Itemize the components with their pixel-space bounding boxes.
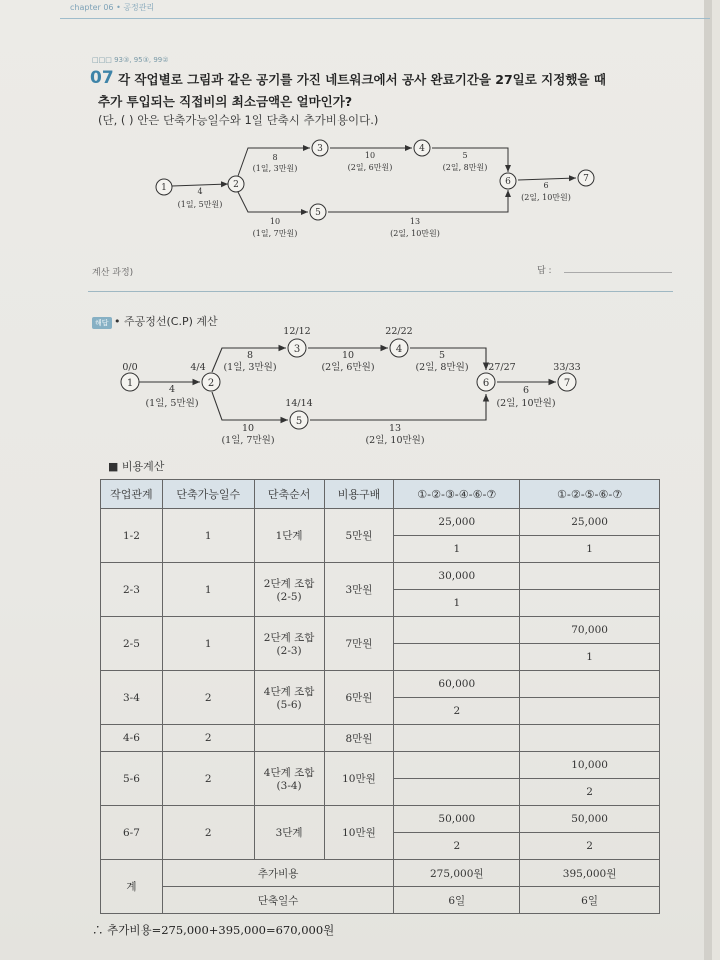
cp-edge-4-6-note: (2일, 8만원) <box>415 362 469 373</box>
time-n6: 27/27 <box>488 362 516 373</box>
cp-edge-1-2-note: (1일, 5만원) <box>145 398 199 409</box>
calc-label: 계산 과정) <box>92 268 134 278</box>
edge-6-7-note: (2일, 10만원) <box>521 193 571 202</box>
cell-days: 2 <box>162 671 254 725</box>
edge-2-3-duration: 8 <box>272 153 278 162</box>
cp-node-5-label: 5 <box>295 416 303 427</box>
cell-slope: 7만원 <box>324 617 394 671</box>
cell-path-b-cost <box>520 671 660 698</box>
cell-path-b-cost <box>520 725 660 752</box>
total-row-days <box>101 887 660 914</box>
cell-days-b: 6일 <box>520 887 660 914</box>
cell-order <box>254 563 324 617</box>
cell-path-a-days <box>394 644 520 671</box>
cp-edge-2-3-note: (1일, 3만원) <box>223 362 277 373</box>
total-row-cost <box>101 860 660 887</box>
cost-title: ■ 비용계산 <box>108 460 165 473</box>
cp-edge-2-3-duration: 8 <box>246 350 254 361</box>
cp-node-2-label: 2 <box>207 378 215 389</box>
node-6-label: 6 <box>505 177 511 187</box>
cp-edge-2-5 <box>212 392 288 420</box>
header-work: 작업관계 <box>101 480 163 509</box>
section-divider <box>88 291 673 292</box>
cp-node-6-label: 6 <box>482 378 490 389</box>
cell-slope: 10만원 <box>324 806 394 860</box>
cp-edge-4-6-duration: 5 <box>438 350 446 361</box>
cell-work: 3-4 <box>101 671 163 725</box>
header-slope: 비용구배 <box>324 480 394 509</box>
cost-table <box>100 479 660 914</box>
cell-slope: 3만원 <box>324 563 394 617</box>
cell-extra-b: 395,000원 <box>520 860 660 887</box>
cell-extra-a: 275,000원 <box>394 860 520 887</box>
table-row <box>101 671 660 698</box>
cell-path-b-cost: 25,000 <box>520 509 660 536</box>
question-number: 07 <box>90 68 114 88</box>
order-sub: (5-6) <box>276 699 302 711</box>
cell-work: 6-7 <box>101 806 163 860</box>
cell-extra-cost-label: 추가비용 <box>162 860 394 887</box>
cell-order: 3단계 <box>254 806 324 860</box>
order-text: 1단계 <box>275 530 303 542</box>
cp-edge-1-2-duration: 4 <box>168 384 176 395</box>
table-row <box>101 725 660 752</box>
cell-path-a-cost <box>394 725 520 752</box>
order-text: 2단계 조합 <box>263 578 315 590</box>
cp-node-7-label: 7 <box>563 378 571 389</box>
time-n7: 33/33 <box>553 362 581 373</box>
edge-3-4-note: (2일, 6만원) <box>347 163 393 172</box>
cp-title: • 주공정선(C.P) 계산 <box>114 315 218 328</box>
cell-slope: 8만원 <box>324 725 394 752</box>
edge-5-6 <box>328 190 508 212</box>
cell-path-a-days: 1 <box>394 590 520 617</box>
edge-2-5-duration: 10 <box>269 217 281 226</box>
node-7-label: 7 <box>583 174 589 184</box>
cell-days-a: 6일 <box>394 887 520 914</box>
solution-badge: 해답 <box>92 317 112 329</box>
cell-path-b-days: 2 <box>520 833 660 860</box>
cell-work: 5-6 <box>101 752 163 806</box>
cell-slope: 6만원 <box>324 671 394 725</box>
edge-2-5-note: (1일, 7만원) <box>252 229 298 238</box>
cp-edge-5-6-note: (2일, 10만원) <box>365 435 425 446</box>
cp-edge-3-4-note: (2일, 6만원) <box>321 362 375 373</box>
question-line-1: 각 작업별로 그림과 같은 공기를 가진 네트워크에서 공사 완료기간을 27일로 지정했을 때 <box>118 72 606 87</box>
edge-1-2-note: (1일, 5만원) <box>177 200 223 209</box>
header-path-a: ①-②-③-④-⑥-⑦ <box>394 480 520 509</box>
problem-network-diagram <box>0 0 712 300</box>
table-row <box>101 752 660 779</box>
cell-days: 2 <box>162 752 254 806</box>
time-n3: 12/12 <box>283 326 311 337</box>
edge-6-7-duration: 6 <box>543 181 549 190</box>
cell-path-b-days: 1 <box>520 644 660 671</box>
time-n4: 22/22 <box>385 326 413 337</box>
cell-path-a-cost <box>394 752 520 779</box>
cell-path-a-cost: 60,000 <box>394 671 520 698</box>
answer-line <box>564 272 672 273</box>
cell-path-a-days: 2 <box>394 833 520 860</box>
order-sub: (2-3) <box>276 645 302 657</box>
cell-path-a-cost: 50,000 <box>394 806 520 833</box>
conclusion: ∴ 추가비용=275,000+395,000=670,000원 <box>92 923 335 937</box>
order-sub: (2-5) <box>276 591 302 603</box>
node-5-label: 5 <box>315 208 321 218</box>
cell-path-b-cost: 10,000 <box>520 752 660 779</box>
cell-order <box>254 617 324 671</box>
cp-edge-5-6-duration: 13 <box>388 423 402 434</box>
cell-order <box>254 725 324 752</box>
cell-path-b-days <box>520 590 660 617</box>
cell-total-label: 계 <box>101 860 163 914</box>
cell-work: 1-2 <box>101 509 163 563</box>
cp-node-1-label: 1 <box>126 378 134 389</box>
cell-path-a-cost <box>394 617 520 644</box>
cell-work: 2-3 <box>101 563 163 617</box>
edge-5-6-note: (2일, 10만원) <box>390 229 440 238</box>
cell-path-a-days <box>394 779 520 806</box>
cell-days: 1 <box>162 509 254 563</box>
cell-days: 2 <box>162 725 254 752</box>
cp-node-3-label: 3 <box>293 344 301 355</box>
cell-path-b-days: 1 <box>520 536 660 563</box>
table-row <box>101 617 660 644</box>
order-text: 4단계 조합 <box>263 686 315 698</box>
cell-path-a-days: 1 <box>394 536 520 563</box>
cell-path-b-cost <box>520 563 660 590</box>
cell-work: 2-5 <box>101 617 163 671</box>
cell-slope: 5만원 <box>324 509 394 563</box>
edge-2-5 <box>238 192 308 212</box>
answer-label: 답 : <box>537 266 552 276</box>
header-order: 단축순서 <box>254 480 324 509</box>
header-days: 단축가능일수 <box>162 480 254 509</box>
cell-days: 2 <box>162 806 254 860</box>
time-n2: 4/4 <box>190 362 206 373</box>
question-line-3: (단, ( ) 안은 단축가능일수와 1일 단축시 추가비용이다.) <box>98 113 379 127</box>
cp-edge-5-6 <box>310 394 486 420</box>
chapter-header: chapter 06 • 공정관리 <box>70 3 155 12</box>
order-sub: (3-4) <box>276 780 302 792</box>
node-1-label: 1 <box>161 183 167 193</box>
order-text: 2단계 조합 <box>263 632 315 644</box>
node-4-label: 4 <box>419 144 425 154</box>
solution-network-diagram <box>0 320 712 455</box>
header-path-b: ①-②-⑤-⑥-⑦ <box>520 480 660 509</box>
node-2-label: 2 <box>233 180 239 190</box>
table-header-row <box>101 480 660 509</box>
cp-node-4-label: 4 <box>395 344 403 355</box>
cp-edge-2-5-note: (1일, 7만원) <box>221 435 275 446</box>
question-line-2: 추가 투입되는 직접비의 최소금액은 얼마인가? <box>98 94 353 109</box>
edge-4-6-duration: 5 <box>462 151 468 160</box>
edge-1-2-duration: 4 <box>197 187 203 196</box>
cell-path-a-days: 2 <box>394 698 520 725</box>
edge-4-6-note: (2일, 8만원) <box>442 163 488 172</box>
cell-path-b-cost: 50,000 <box>520 806 660 833</box>
node-3-label: 3 <box>317 144 323 154</box>
question-meta: □□□ 93③, 95③, 99② <box>92 56 169 64</box>
edge-1-2 <box>172 184 228 186</box>
edge-2-3-note: (1일, 3만원) <box>252 164 298 173</box>
cp-edge-6-7-duration: 6 <box>522 385 530 396</box>
cell-order <box>254 752 324 806</box>
cell-path-a-cost: 30,000 <box>394 563 520 590</box>
cell-path-a-cost: 25,000 <box>394 509 520 536</box>
table-row <box>101 563 660 590</box>
edge-3-4-duration: 10 <box>364 151 376 160</box>
cell-days: 1 <box>162 563 254 617</box>
edge-6-7 <box>518 178 576 180</box>
cell-days: 1 <box>162 617 254 671</box>
cell-path-b-days <box>520 698 660 725</box>
cell-work: 4-6 <box>101 725 163 752</box>
cell-path-b-days: 2 <box>520 779 660 806</box>
time-n5: 14/14 <box>285 398 313 409</box>
table-row <box>101 509 660 536</box>
cell-order <box>254 671 324 725</box>
cell-slope: 10만원 <box>324 752 394 806</box>
cell-path-b-cost: 70,000 <box>520 617 660 644</box>
cp-edge-6-7-note: (2일, 10만원) <box>496 398 556 409</box>
time-n1: 0/0 <box>122 362 138 373</box>
cell-order <box>254 509 324 563</box>
table-row <box>101 806 660 833</box>
order-text: 4단계 조합 <box>263 767 315 779</box>
edge-5-6-duration: 13 <box>409 217 421 226</box>
cp-edge-2-5-duration: 10 <box>241 423 255 434</box>
cp-edge-3-4-duration: 10 <box>341 350 355 361</box>
cell-days-label: 단축일수 <box>162 887 394 914</box>
